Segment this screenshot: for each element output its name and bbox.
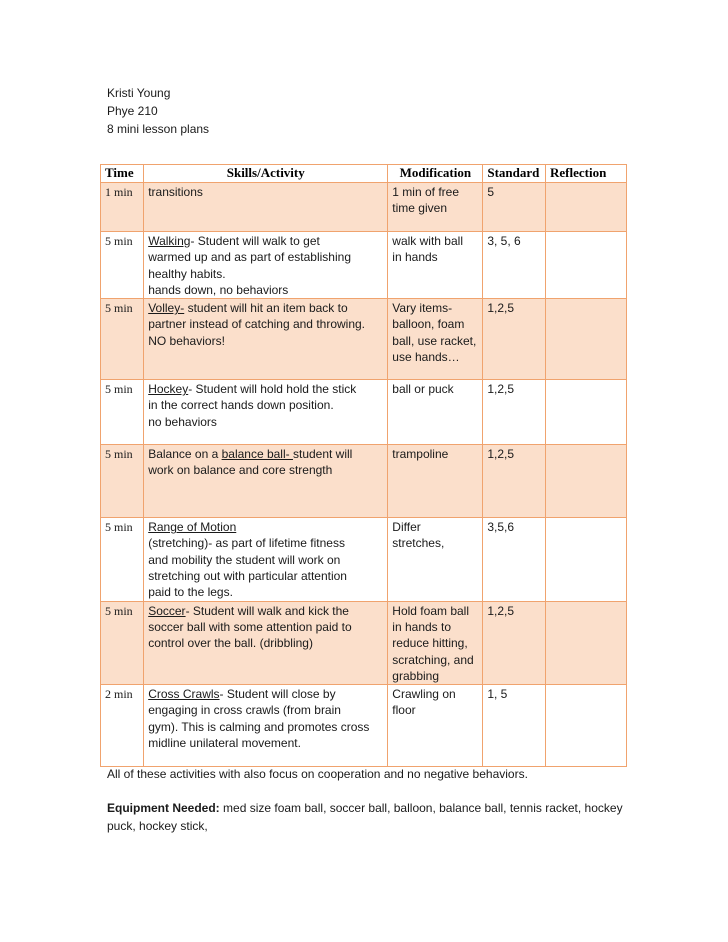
- activity-text: - Student will walk and kick the: [185, 603, 349, 618]
- standard-cell: 1, 5: [483, 685, 546, 767]
- modification-line: in hands to: [392, 619, 452, 634]
- activity-line: control over the ball. (dribbling): [148, 636, 313, 651]
- table-row: [101, 601, 627, 684]
- standard-cell: 3, 5, 6: [483, 232, 546, 299]
- table-row: [101, 518, 627, 601]
- activity-line: in the correct hands down position.: [148, 398, 334, 413]
- modification-line: Vary items-: [392, 301, 453, 316]
- activity-name: balance ball-: [221, 447, 293, 462]
- table-row: [101, 380, 627, 445]
- activity-text: Balance on a: [148, 447, 222, 462]
- header-skills-activity: Skills/Activity: [144, 165, 388, 183]
- time-cell: 5 min: [101, 445, 144, 518]
- modification-cell: [388, 518, 483, 601]
- activity-cell: [144, 601, 388, 684]
- activity-cell: [144, 685, 388, 767]
- activity-line: work on balance and core strength: [148, 463, 333, 478]
- modification-line: trampoline: [392, 447, 449, 462]
- reflection-cell: [545, 299, 626, 380]
- time-cell: 5 min: [101, 380, 144, 445]
- header-reflection: Reflection: [545, 165, 626, 183]
- modification-line: 1 min of free: [392, 185, 459, 199]
- standard-cell: 1,2,5: [483, 445, 546, 518]
- time-cell: 5 min: [101, 518, 144, 601]
- activity-first-line: [148, 686, 383, 702]
- activity-cell: [144, 232, 388, 299]
- modification-line: walk with ball: [392, 234, 463, 248]
- reflection-cell: [545, 601, 626, 684]
- modification-cell: [388, 685, 483, 767]
- activity-line: stretching out with particular attention: [148, 569, 347, 584]
- modification-line: floor: [392, 703, 416, 718]
- activity-cell: [144, 380, 388, 445]
- standard-cell: 1,2,5: [483, 380, 546, 445]
- standard-cell: 3,5,6: [483, 518, 546, 601]
- table-row: [101, 183, 627, 232]
- table-row: [101, 685, 627, 767]
- activity-cell: [144, 445, 388, 518]
- time-cell: 1 min: [101, 183, 144, 232]
- activity-line: paid to the legs.: [148, 585, 233, 600]
- table-row: [101, 299, 627, 380]
- modification-line: Differ: [392, 520, 421, 535]
- modification-cell: [388, 601, 483, 684]
- modification-line: grabbing: [392, 668, 440, 683]
- table-header-row: [101, 165, 627, 183]
- reflection-cell: [545, 445, 626, 518]
- modification-line: time given: [392, 201, 447, 216]
- modification-line: use hands…: [392, 350, 460, 365]
- modification-cell: [388, 380, 483, 445]
- activity-line: gym). This is calming and promotes cross: [148, 719, 370, 734]
- cooperation-note: All of these activities with also focus on cooperation and no negative behaviors.: [107, 767, 528, 781]
- modification-line: stretches,: [392, 536, 445, 551]
- activity-cell: [144, 299, 388, 380]
- activity-cell: [144, 518, 388, 601]
- activity-first-line: [148, 381, 383, 397]
- lesson-plan-table: [100, 164, 627, 767]
- reflection-cell: [545, 518, 626, 601]
- document-subtitle: 8 mini lesson plans: [107, 122, 210, 136]
- activity-line: partner instead of catching and throwing.: [148, 317, 366, 332]
- activity-name: Volley-: [148, 301, 185, 316]
- modification-line: ball or puck: [392, 382, 454, 397]
- activity-first-line: [148, 233, 383, 249]
- header-modification: Modification: [388, 165, 483, 183]
- activity-text: student will: [292, 447, 353, 462]
- modification-line: scratching, and: [392, 652, 474, 667]
- modification-line: Hold foam ball: [392, 603, 470, 618]
- activity-text: transitions: [148, 185, 203, 199]
- time-cell: 2 min: [101, 685, 144, 767]
- standard-cell: 5: [483, 183, 546, 232]
- activity-line: and mobility the student will work on: [148, 552, 341, 567]
- activity-line: warmed up and as part of establishing: [148, 250, 351, 265]
- activity-text: - Student will hold hold the stick: [188, 382, 357, 397]
- modification-cell: [388, 232, 483, 299]
- equipment-label: Equipment Needed:: [107, 801, 220, 815]
- activity-line: soccer ball with some attention paid to: [148, 619, 352, 634]
- modification-line: reduce hitting,: [392, 636, 468, 651]
- activity-line: NO behaviors!: [148, 333, 225, 348]
- activity-cell: [144, 183, 388, 232]
- equipment-needed: [107, 799, 627, 835]
- activity-name: Cross Crawls: [148, 687, 220, 702]
- activity-first-line: [148, 184, 383, 200]
- modification-line: in hands: [392, 250, 438, 265]
- activity-name: Walking: [148, 234, 191, 248]
- activity-line: engaging in cross crawls (from brain: [148, 703, 341, 718]
- activity-line: (stretching)- as part of lifetime fitness: [148, 536, 345, 551]
- header-time: Time: [101, 165, 144, 183]
- activity-name: Range of Motion: [148, 520, 237, 535]
- activity-text: - Student will walk to get: [190, 234, 320, 248]
- activity-first-line: [148, 519, 383, 535]
- activity-name: Hockey: [148, 382, 189, 397]
- header-standard: Standard: [483, 165, 546, 183]
- course-code: Phye 210: [107, 104, 158, 118]
- modification-line: balloon, foam: [392, 317, 465, 332]
- modification-line: Crawling on: [392, 687, 456, 702]
- modification-line: ball, use racket,: [392, 333, 477, 348]
- activity-line: midline unilateral movement.: [148, 736, 301, 751]
- activity-first-line: [148, 446, 383, 462]
- activity-first-line: [148, 603, 383, 619]
- activity-line: hands down, no behaviors: [148, 282, 289, 297]
- activity-name: Soccer: [148, 603, 186, 618]
- modification-cell: [388, 445, 483, 518]
- activity-first-line: [148, 300, 383, 316]
- standard-cell: 1,2,5: [483, 299, 546, 380]
- activity-text: - Student will close by: [219, 687, 336, 702]
- modification-cell: [388, 299, 483, 380]
- time-cell: 5 min: [101, 232, 144, 299]
- time-cell: 5 min: [101, 299, 144, 380]
- activity-line: no behaviors: [148, 414, 217, 429]
- table-row: [101, 445, 627, 518]
- equipment-list: med size foam ball, soccer ball, balloon, balance ball, tennis racket, hockey puck, hockey stick,: [107, 801, 623, 833]
- document-header: [107, 84, 209, 138]
- reflection-cell: [545, 232, 626, 299]
- table-body: [101, 183, 627, 767]
- activity-text: student will hit an item back to: [184, 301, 348, 316]
- activity-line: healthy habits.: [148, 266, 226, 281]
- standard-cell: 1,2,5: [483, 601, 546, 684]
- reflection-cell: [545, 685, 626, 767]
- author-name: Kristi Young: [107, 86, 171, 100]
- reflection-cell: [545, 183, 626, 232]
- modification-cell: [388, 183, 483, 232]
- table-row: [101, 232, 627, 299]
- reflection-cell: [545, 380, 626, 445]
- time-cell: 5 min: [101, 601, 144, 684]
